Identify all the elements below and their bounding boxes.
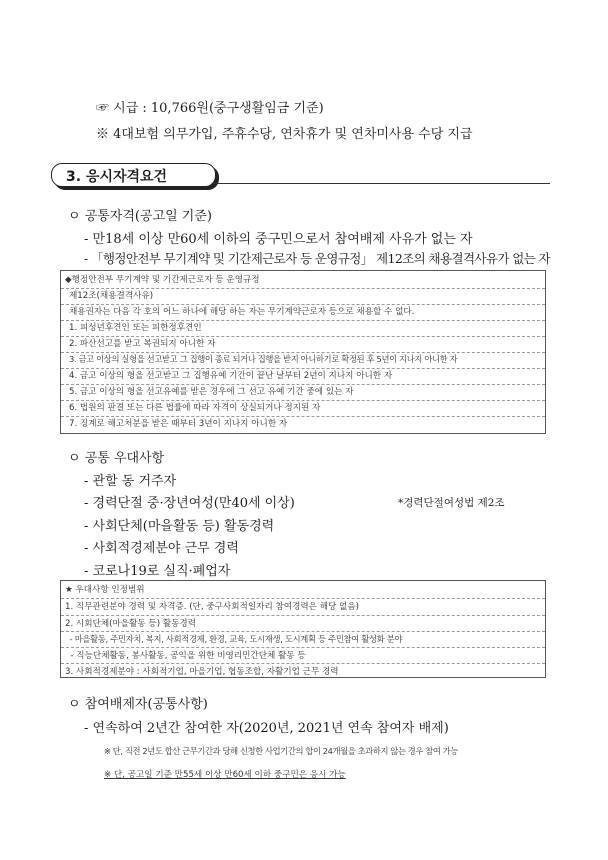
regulation-item: 5. 금고 이상의 형을 선고유예를 받은 경우에 그 선고 유예 기간 중에 있는 자: [69, 387, 354, 397]
regulation-item: 6. 법원의 판결 또는 다른 법률에 따라 자격이 상실되거나 정지된 자: [69, 403, 321, 413]
regulation-item: 3. 금고 이상의 실형을 선고받고 그 집행이 종료 되거나 집행을 받지 아니하기로 확정된 후 5년이 지나지 아니한 자: [69, 354, 458, 364]
preference-item: - 사회적경제분야 근무 경력: [84, 541, 239, 556]
section-heading: 3. 응시자격요건: [66, 169, 168, 185]
preference-item: - 사회단체(마을활동 등) 활동경력: [84, 519, 275, 534]
preference-item: - 코로나19로 실직·폐업자: [84, 564, 231, 579]
section-heading-rule: [214, 183, 550, 184]
preference-note: *경력단절여성법 제2조: [398, 497, 505, 509]
regulation-item: 4. 금고 이상의 형을 선고받고 그 집행유예 기간이 끝난 날부터 2년이 지나지 아니한 자: [69, 371, 393, 381]
preference-box-line: 3. 사회적경제분야 : 사회적기업, 마을기업, 협동조합, 자활기업 근무 경력: [65, 667, 339, 677]
exclusion-item: - 연속하여 2년간 참여한 자(2020년, 2021년 연속 참여자 배제): [84, 721, 449, 736]
preference-box-line: 2. 시회단체(마을활동 등) 활동경력: [65, 619, 197, 629]
wage-line: ☞ 시급 : 10,766원(중구생활임금 기준): [96, 101, 324, 116]
qualification-item: - 만18세 이상 만60세 이하의 중구민으로서 참여배제 사유가 없는 자: [84, 232, 473, 247]
exclusion-note: ※ 단, 직전 2년도 합산 근무기간과 당해 신청한 사업기간의 합이 24개월을 초과하지 않는 경우 참여 가능: [104, 746, 458, 756]
preference-box-line: - 마을활동, 주민자치, 복지, 사회적경제, 환경, 교육, 도시재생, 도시계획 등 주민참여 활성화 분야: [65, 634, 403, 644]
regulation-item: 2. 파산선고를 받고 복권되지 아니한 자: [69, 339, 216, 349]
regulation-intro: 채용권자는 다음 각 호의 어느 하나에 해당 하는 자는 무기계약근로자 등으로 채용할 수 없다.: [69, 307, 415, 317]
preferences-title: ㅇ 공통 우대사항: [68, 451, 165, 466]
preference-item: - 관할 동 거주자: [84, 474, 177, 489]
insurance-line: ※ 4대보험 의무가입, 주휴수당, 연차휴가 및 연차미사용 수당 지급: [96, 127, 473, 142]
regulation-item: 1. 피성년후견인 또는 피한정후견인: [69, 323, 202, 333]
common-qualification-title: ㅇ 공통자격(공고일 기준): [68, 209, 212, 224]
regulation-item: 7. 징계로 해고처분을 받은 때부터 3년이 지나지 아니한 자: [69, 419, 288, 429]
exclusion-note: ※ 단, 공고일 기준 만55세 이상 만60세 이하 중구민은 응시 가능: [104, 770, 346, 780]
preference-box-title: ★ 우대사항 인정범위: [65, 585, 145, 595]
preference-box-line: 1. 직무관련분야 경력 및 자격증. (단, 중구사회적일자리 참여경력은 해당 없음): [65, 602, 360, 612]
regulation-title: ◆행정안전부 무기계약 및 기간제근로자 등 운영규정: [65, 275, 260, 285]
exclusion-title: ㅇ 참여배제자(공통사항): [68, 697, 208, 712]
preference-box-line: - 직능단체활동, 봉사활동, 공익을 위한 비영리민간단체 활동 등: [65, 651, 306, 661]
preference-item: - 경력단절 중·장년여성(만40세 이상): [84, 496, 295, 511]
regulation-article: 제12조(채용결격사유): [69, 291, 154, 301]
qualification-item: - 「행정안전부 무기계약 및 기간제근로자 등 운영규정」 제12조의 채용결격사유가 없는 자: [84, 251, 551, 266]
